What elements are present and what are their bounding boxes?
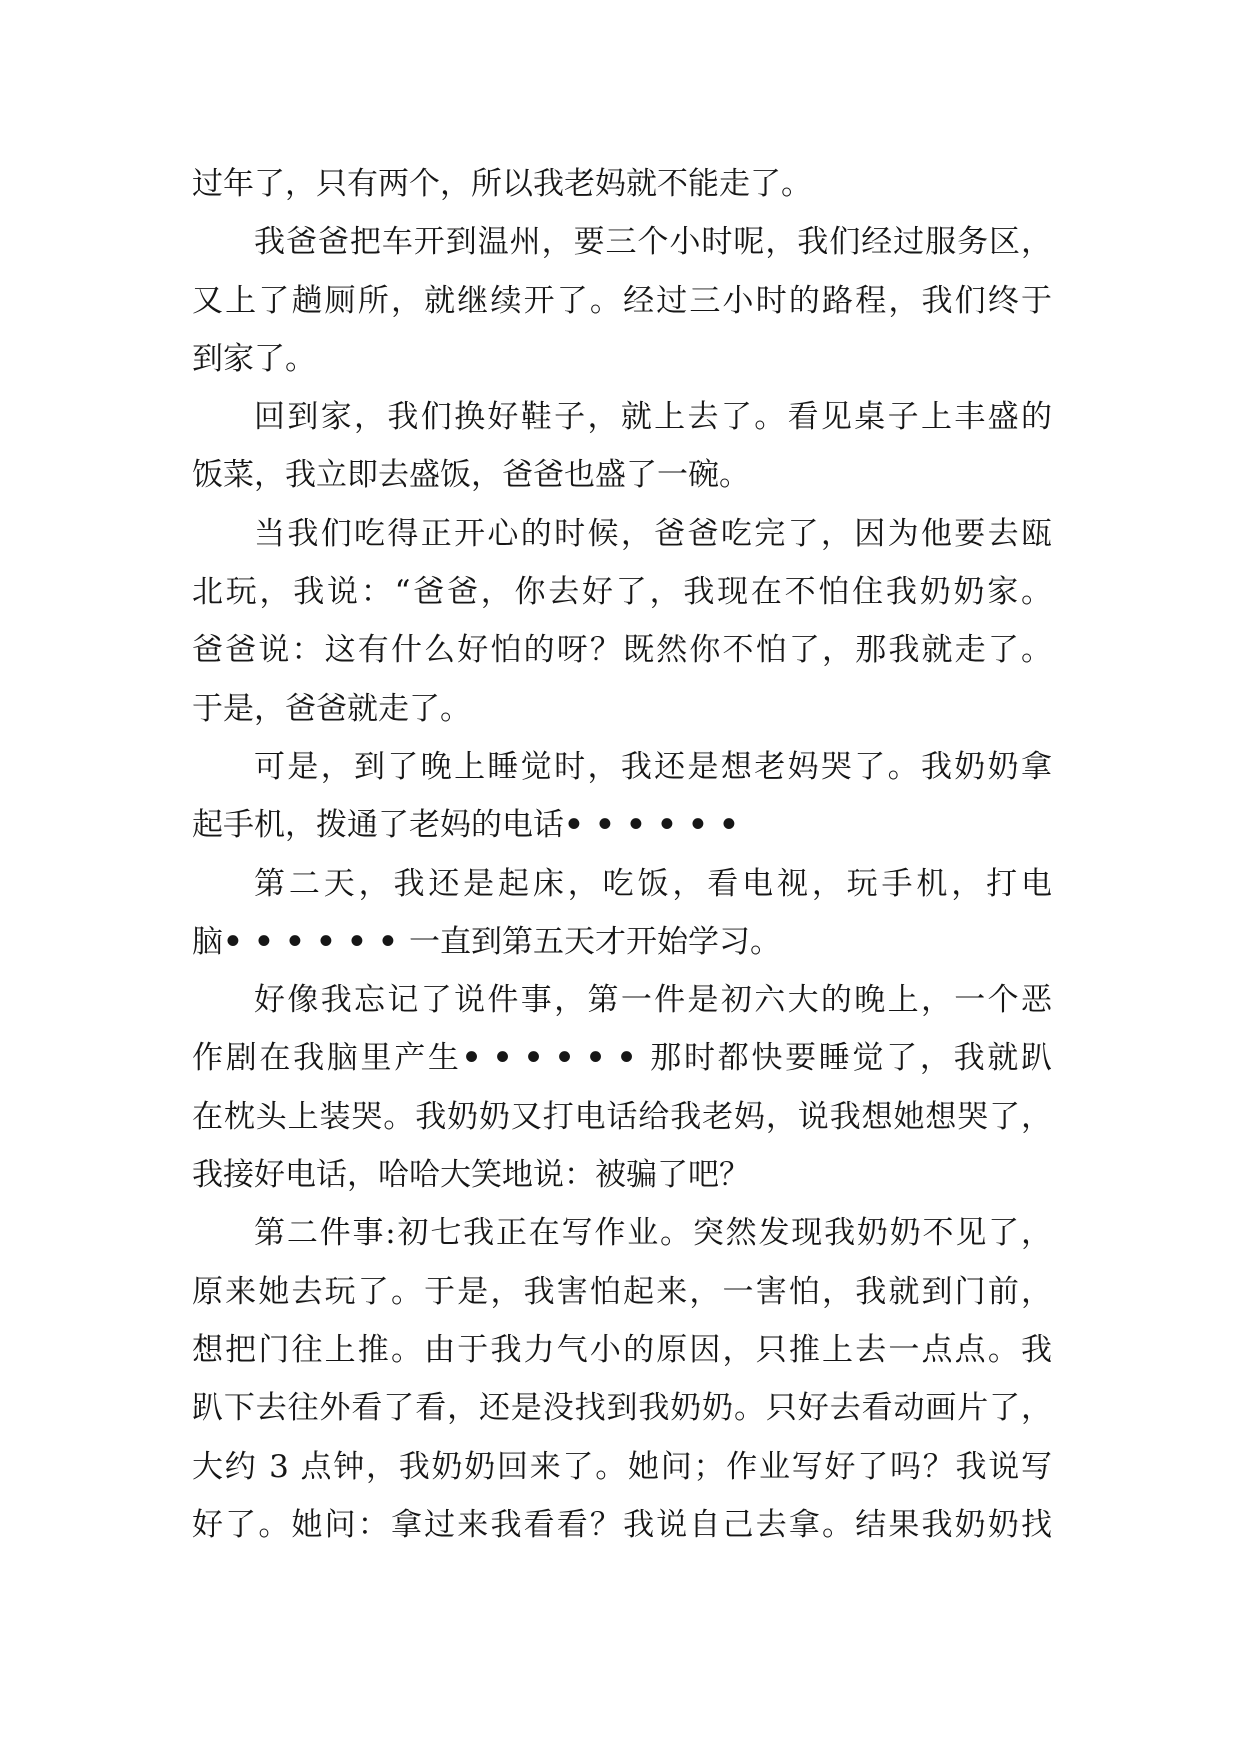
ellipsis-dot: • — [378, 923, 398, 960]
ellipsis-dot: • — [585, 1040, 606, 1077]
ellipsis-dot: • — [523, 1040, 544, 1077]
text-line: 第二件事:初七我正在写作业。突然发现我奶奶不见了， — [254, 1215, 1052, 1252]
paragraph — [192, 855, 1052, 972]
text-line: 过年了，只有两个，所以我老妈就不能走了。 — [192, 166, 812, 202]
ellipsis-dot: • — [626, 807, 646, 844]
ellipsis-dot: • — [254, 923, 274, 960]
text-line: 大约 3 点钟，我奶奶回来了。她问；作业写好了吗？我说写 — [192, 1448, 1052, 1485]
text-line: 回到家，我们换好鞋子，就上去了。看见桌子上丰盛的 — [254, 399, 1052, 436]
paragraph — [192, 388, 1052, 505]
paragraph — [192, 505, 1052, 738]
text-line: 好了。她问：拿过来我看看？我说自己去拿。结果我奶奶找 — [192, 1506, 1052, 1543]
document-body — [192, 155, 1052, 1554]
text-line: 脑• • • • • • 一直到第五天才开始学习。 — [192, 913, 1052, 971]
text-line: 当我们吃得正开心的时候，爸爸吃完了，因为他要去瓯 — [254, 515, 1052, 552]
text-line: 在枕头上装哭。我奶奶又打电话给我老妈，说我想她想哭了， — [192, 1098, 1052, 1135]
ellipsis-dot: • — [719, 807, 739, 844]
text-line: 北玩，我说：“爸爸，你去好了，我现在不怕住我奶奶家。 — [192, 574, 1052, 611]
text-line: 想把门往上推。由于我力气小的原因，只推上去一点点。我 — [192, 1331, 1052, 1368]
paragraph — [192, 213, 1052, 388]
text-line: 趴下去往外看了看，还是没找到我奶奶。只好去看动画片了， — [192, 1390, 1052, 1427]
text-line: 又上了趟厕所，就继续开了。经过三小时的路程，我们终于 — [192, 282, 1052, 319]
text-line: 我爸爸把车开到温州，要三个小时呢，我们经过服务区， — [254, 224, 1052, 261]
ellipsis-dot: • — [223, 923, 243, 960]
ellipsis-dot: • — [595, 807, 615, 844]
paragraph — [192, 155, 1052, 213]
text-line: 作剧在我脑里产生• • • • • • 那时都快要睡觉了，我就趴 — [192, 1029, 1052, 1087]
text-line: 爸爸说：这有什么好怕的呀？既然你不怕了，那我就走了。 — [192, 632, 1052, 669]
text-line: 第二天，我还是起床，吃饭，看电视，玩手机，打电 — [254, 865, 1052, 902]
ellipsis-dot: • — [285, 923, 305, 960]
ellipsis-dot: • — [688, 807, 708, 844]
text-line: 好像我忘记了说件事，第一件是初六大的晚上，一个恶 — [254, 982, 1052, 1019]
ellipsis-dot: • — [616, 1040, 637, 1077]
text-line: 于是，爸爸就走了。 — [192, 690, 471, 727]
paragraph — [192, 1204, 1052, 1554]
ellipsis-dot: • — [316, 923, 336, 960]
text-line: 饭菜，我立即去盛饭，爸爸也盛了一碗。 — [192, 457, 750, 494]
text-line: 到家了。 — [192, 340, 316, 377]
text-line: 我接好电话，哈哈大笑地说：被骗了吧？ — [192, 1157, 750, 1194]
text-line: 可是，到了晚上睡觉时，我还是想老妈哭了。我奶奶拿 — [254, 748, 1052, 785]
ellipsis-dot: • — [657, 807, 677, 844]
paragraph — [192, 738, 1052, 855]
ellipsis-dot: • — [564, 807, 584, 844]
text-line: 起手机，拨通了老妈的电话• • • • • • — [192, 796, 1052, 854]
text-line: 原来她去玩了。于是，我害怕起来，一害怕，我就到门前， — [192, 1273, 1052, 1310]
ellipsis-dot: • — [461, 1040, 482, 1077]
ellipsis-dot: • — [492, 1040, 513, 1077]
ellipsis-dot: • — [347, 923, 367, 960]
paragraph — [192, 971, 1052, 1204]
ellipsis-dot: • — [554, 1040, 575, 1077]
